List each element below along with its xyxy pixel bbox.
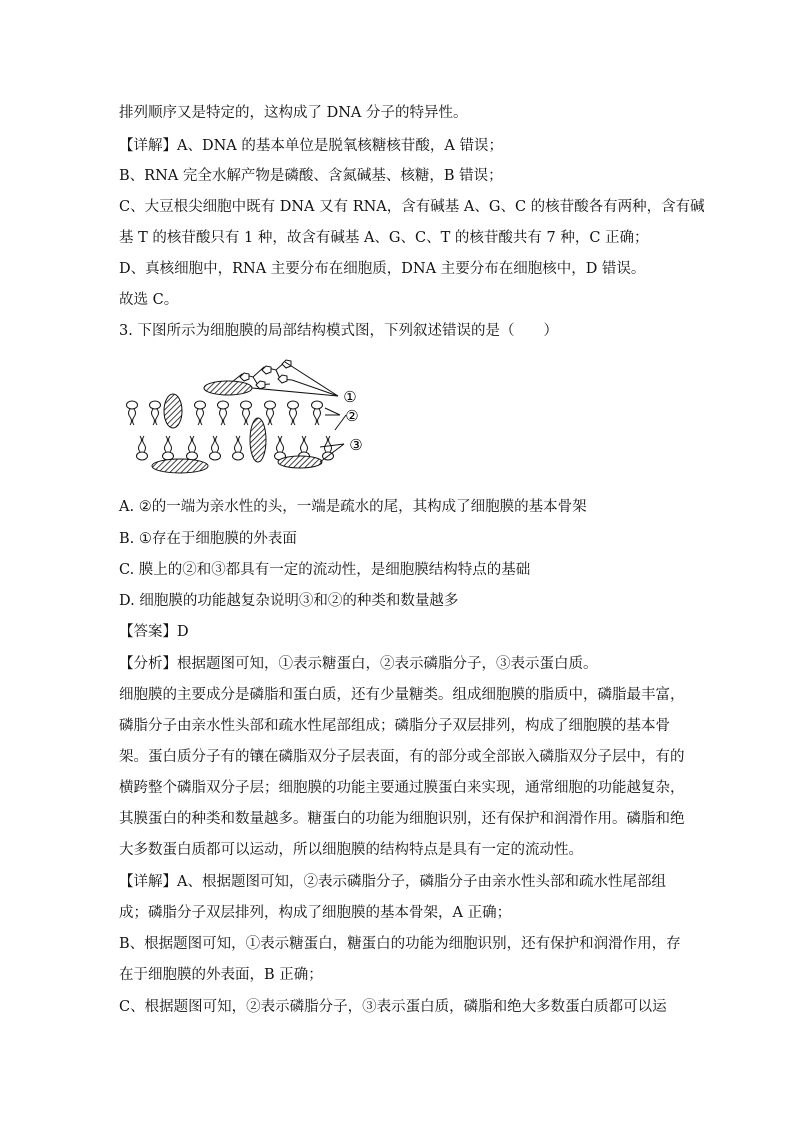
label-3: ③ (349, 436, 363, 454)
phospholipid-head (241, 401, 252, 409)
text-line: 大多数蛋白质都可以运动，所以细胞膜的结构特点是具有一定的流动性。 (119, 842, 583, 858)
phospholipid-tail (216, 436, 219, 452)
phospholipid-tail (329, 436, 332, 452)
phospholipid-head (312, 401, 323, 409)
phospholipid-tail (314, 409, 317, 425)
phospholipid-head (210, 452, 221, 460)
transmembrane-protein (250, 418, 266, 462)
phospholipid-tail (212, 436, 215, 452)
phospholipid-tail (305, 436, 308, 452)
phospholipid-tail (156, 409, 159, 425)
phospholipid-tail (318, 409, 321, 425)
phospholipid-tail (247, 409, 250, 425)
phospholipid-tail (325, 436, 328, 452)
phospholipid-head (150, 401, 161, 409)
text-line: 【详解】A、DNA 的基本单位是脱氧核糖核苷酸，A 错误； (119, 138, 503, 154)
text-line: 【答案】D (119, 624, 189, 640)
phospholipid-tail (239, 436, 242, 452)
phospholipid-head (288, 401, 299, 409)
phospholipid-tail (143, 436, 146, 452)
phospholipid-tail (129, 409, 132, 425)
phospholipid-tail (169, 436, 172, 452)
phospholipid-tail (133, 409, 136, 425)
text-line: 在于细胞膜的外表面，B 正确； (119, 967, 323, 983)
phospholipid-tail (139, 436, 142, 452)
phospholipid-tail (193, 436, 196, 452)
text-line: B、RNA 完全水解产物是磷酸、含氮碱基、核糖，B 错误； (119, 168, 503, 184)
phospholipid-tail (271, 409, 274, 425)
phospholipid-head (233, 452, 244, 460)
text-line: 架。蛋白质分子有的镶在磷脂双分子层表面，有的部分或全部嵌入磷脂双分子层中，有的 (119, 749, 685, 765)
embedded-protein (164, 394, 182, 428)
phospholipid-outer-layer (127, 401, 323, 425)
phospholipid-head (195, 401, 206, 409)
phospholipid-tail (224, 409, 227, 425)
phospholipid-tail (220, 409, 223, 425)
surface-protein (204, 381, 252, 395)
text-line: 【详解】A、根据题图可知，②表示磷脂分子，磷脂分子由亲水性头部和疏水性尾部组 (119, 874, 666, 890)
phospholipid-tail (267, 409, 270, 425)
phospholipid-head (265, 401, 276, 409)
phospholipid-tail (277, 436, 280, 452)
phospholipid-tail (197, 409, 200, 425)
label-2: ② (345, 407, 359, 425)
inner-protein (152, 459, 208, 473)
text-line: 3. 下图所示为细胞膜的局部结构模式图，下列叙述错误的是（ ） (119, 323, 558, 339)
text-line: A. ②的一端为亲水性的头，一端是疏水的尾，其构成了细胞膜的基本骨架 (119, 499, 587, 515)
phospholipid-tail (294, 409, 297, 425)
phospholipid-tail (281, 436, 284, 452)
phospholipid-tail (152, 409, 155, 425)
phospholipid-tail (201, 409, 204, 425)
text-line: D. 细胞膜的功能越复杂说明③和②的种类和数量越多 (119, 593, 459, 609)
phospholipid-head (137, 452, 148, 460)
inner-protein (278, 456, 322, 468)
text-line: C、根据题图可知，②表示磷脂分子，③表示蛋白质，磷脂和绝大多数蛋白质都可以运 (119, 999, 667, 1015)
text-line: 排列顺序又是特定的，这构成了 DNA 分子的特异性。 (119, 105, 468, 121)
phospholipid-tail (189, 436, 192, 452)
text-line: C. 膜上的②和③都具有一定的流动性，是细胞膜结构特点的基础 (119, 562, 531, 578)
phospholipid-tail (301, 436, 304, 452)
phospholipid-tail (235, 436, 238, 452)
text-line: 基 T 的核苷酸只有 1 种，故含有碱基 A、G、C、T 的核苷酸共有 7 种，C 正确； (119, 230, 649, 246)
phospholipid-head (127, 401, 138, 409)
cell-membrane-diagram (120, 352, 380, 477)
text-line: 磷脂分子由亲水性头部和疏水性尾部组成；磷脂分子双层排列，构成了细胞膜的基本骨 (119, 718, 670, 734)
text-line: 横跨整个磷脂双分子层；细胞膜的功能主要通过膜蛋白来实现，通常细胞的功能越复杂， (119, 780, 685, 796)
text-line: D、真核细胞中，RNA 主要分布在细胞质，DNA 主要分布在细胞核中，D 错误。 (119, 261, 646, 277)
phospholipid-tail (290, 409, 293, 425)
phospholipid-tail (243, 409, 246, 425)
label-1: ① (343, 388, 357, 406)
phospholipid-tail (165, 436, 168, 452)
text-line: B. ①存在于细胞膜的外表面 (119, 531, 297, 547)
text-line: 其膜蛋白的种类和数量越多。糖蛋白的功能为细胞识别，还有保护和润滑作用。磷脂和绝 (119, 811, 685, 827)
text-line: 【分析】根据题图可知，①表示糖蛋白，②表示磷脂分子，③表示蛋白质。 (119, 656, 598, 672)
phospholipid-head (218, 401, 229, 409)
text-line: 成；磷脂分子双层排列，构成了细胞膜的基本骨架，A 正确； (119, 905, 512, 921)
text-line: 故选 C。 (119, 292, 179, 308)
text-line: 细胞膜的主要成分是磷脂和蛋白质，还有少量糖类。组成细胞膜的脂质中，磷脂最丰富， (119, 687, 685, 703)
text-line: B、根据题图可知，①表示糖蛋白，糖蛋白的功能为细胞识别，还有保护和润滑作用，存 (119, 936, 681, 952)
text-line: C、大豆根尖细胞中既有 DNA 又有 RNA，含有碱基 A、G、C 的核苷酸各有两种，含有碱 (119, 199, 705, 215)
